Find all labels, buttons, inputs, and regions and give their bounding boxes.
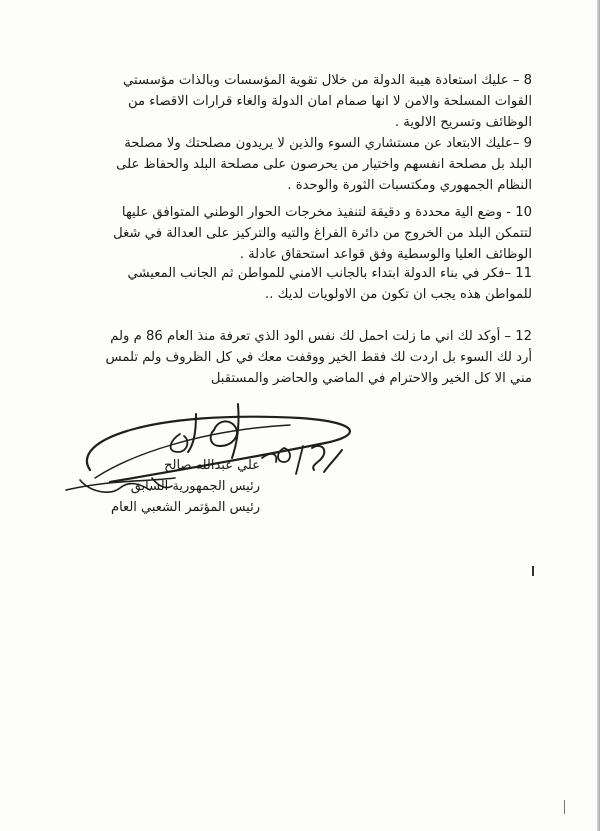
paragraph-line: أرد لك السوء بل اردت لك فقط الخير ووقفت معك في كل الظروف ولم تلمس (105, 350, 532, 365)
paragraph-line: القوات المسلحة والامن لا انها صمام امان الدولة والغاء قرارات الاقصاء من (127, 94, 532, 109)
paragraph-line: مني الا كل الخير والاحترام في الماضي والحاضر والمستقبل (210, 371, 532, 386)
paragraph-line: البلد بل مصلحة انفسهم واختيار من يحرصون على مصلحة البلد والحفاظ على (116, 157, 532, 172)
paragraph-line: 11 –فكر في بناء الدولة ابتداء بالجانب الامني للمواطن ثم الجانب المعيشي (127, 266, 532, 281)
signatory-name: علي عبدالله صالح (164, 458, 260, 473)
signature-block (111, 455, 260, 518)
paragraph-line: الوظائف العليا والوسطية وفق قواعد استحقاق عادلة . (239, 247, 532, 262)
scan-mark (564, 800, 565, 814)
paragraph-line: للمواطن هذه يجب ان تكون من الاولويات لديك .. (265, 287, 532, 302)
paragraph-line: النظام الجمهوري ومكتسبات الثورة والوحدة . (287, 178, 532, 193)
paragraph-line: الوظائف وتسريح الالوية . (394, 115, 532, 130)
paragraph-line: 12 – أوكد لك اني ما زلت احمل لك نفس الود الذي تعرفة منذ العام 86 م ولم (110, 329, 532, 344)
paragraph-line: 8 – عليك استعادة هيبة الدولة من خلال تقوية المؤسسات وبالذات مؤسستي (122, 73, 532, 88)
paragraph-line: لتتمكن البلد من الخروج من دائرة الفراغ والتيه والتركيز على العدالة في شغل (113, 226, 532, 241)
signatory-party-title: رئيس المؤتمر الشعبي العام (111, 500, 260, 515)
paragraph-line: 9 –عليك الابتعاد عن مستشاري السوء والذين لا يريدون مصلحتك ولا مصلحة (124, 136, 532, 151)
scan-mark (532, 566, 534, 576)
paragraph-line: 10 - وضع الية محددة و دقيقة لتنفيذ مخرجات الحوار الوطني المتوافق عليها (121, 205, 532, 220)
signatory-title: رئيس الجمهورية السابق (130, 479, 260, 494)
